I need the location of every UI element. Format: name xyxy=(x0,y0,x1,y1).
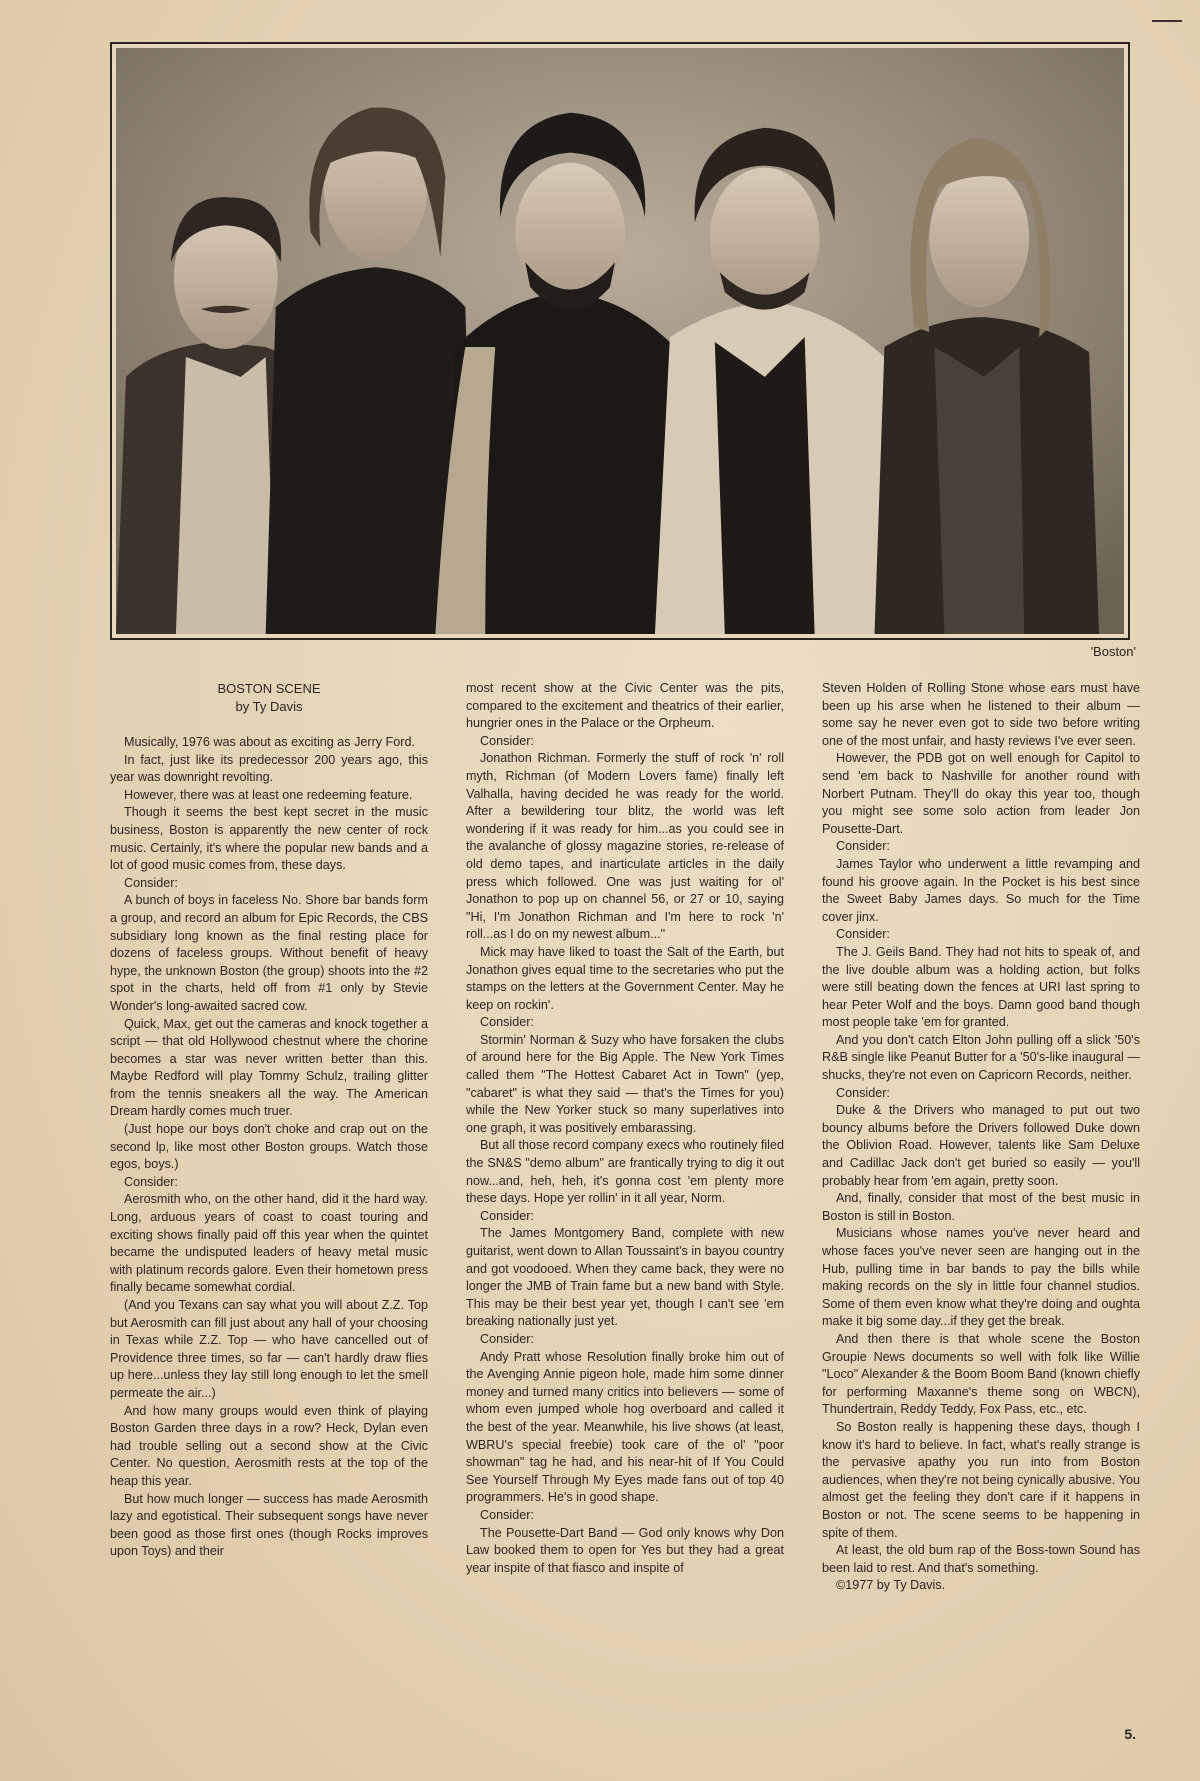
paragraph: Consider: xyxy=(480,1015,534,1030)
paragraph: Jonathon Richman. Formerly the stuff of rock 'n' roll myth, Richman (of Modern Lovers fame) finally left Valhalla, having decided he was ready for the world. After a bewildering tour blitz, the world was left wondering if it was ready for him...as you could see in the avalanche of glossy magazine stories, re-release of old demo tapes, and inarticulate articles in the daily press which followed. One was just waiting for ol' Jonathon to pop up on channel 56, or 27 or 10, saying "Hi, I'm Jonathon Richman and I'm here to rock 'n' roll...as I do on my newest album..." xyxy=(466,751,784,942)
paragraph: Musicians whose names you've never heard and whose faces you've never seen are hanging out in the Hub, pulling time in bar bands to pay the bills while making records on the sly in little four channel studios. Some of them even know what they're doing and oughta make it big some day...if they get the break. xyxy=(822,1226,1140,1329)
page-number: 5. xyxy=(1124,1726,1136,1742)
paragraph: The Pousette-Dart Band — God only knows why Don Law booked them to open for Yes but they had a great year inspite of that fiasco and inspite of xyxy=(466,1525,784,1575)
paragraph: However, there was at least one redeeming feature. xyxy=(124,787,413,802)
paragraph: Aerosmith who, on the other hand, did it the hard way. Long, arduous years of coast to coast touring and exciting shows finally paid off this year when the quintet became the undisputed leaders of heavy metal music with platinum records galore. Even their hometown press finally became somewhat cordial. xyxy=(110,1192,428,1295)
paragraph: most recent show at the Civic Center was the pits, compared to the excitement and theatrics of their earlier, hungrier ones in the Palace or the Orpheum. xyxy=(466,681,784,731)
paragraph: And you don't catch Elton John pulling off a slick '50's R&B single like Peanut Butter for a '50's-like inaugural — shucks, they're not even on Capricorn Records, neither. xyxy=(822,1032,1140,1083)
paragraph: At least, the old bum rap of the Boss-town Sound has been laid to rest. And that's something. xyxy=(822,1543,1140,1575)
paragraph: Though it seems the best kept secret in the music business, Boston is apparently the new center of rock music. Certainly, it's where the popular new bands and a lot of good music comes from, these days. xyxy=(110,805,428,873)
page-edge-mark xyxy=(1152,20,1182,22)
paragraph: Quick, Max, get out the cameras and knock together a script — that old Hollywood chestnut where the chorine becomes a star was never written better than this. Maybe Redford will play Tommy Schulz, trailing glitter from the tennis sneakers all the way. The American Dream hardly comes much truer. xyxy=(110,1016,428,1119)
paragraph: But how much longer — success has made Aerosmith lazy and egotistical. Their subsequent songs have never been good as those first ones (though Rocks improves upon Toys) and their xyxy=(110,1491,428,1559)
paragraph: But all those record company execs who routinely filed the SN&S "demo album" are frantically trying to dig it out now...and, heh, heh, it's gonna cost 'em plenty more these days. Hope yer rollin' in it all year, Norm. xyxy=(466,1138,784,1206)
paragraph: And, finally, consider that most of the best music in Boston is still in Boston. xyxy=(822,1191,1140,1223)
paragraph: Consider: xyxy=(836,1085,890,1100)
paragraph: Musically, 1976 was about as exciting as Jerry Ford. xyxy=(124,735,415,749)
paragraph: Consider: xyxy=(124,1174,178,1189)
paragraph: In fact, just like its predecessor 200 years ago, this year was downright revolting. xyxy=(110,752,428,785)
photo-caption: 'Boston' xyxy=(1090,644,1136,659)
paragraph: The J. Geils Band. They had not hits to speak of, and the live double album was a holding action, but folks were still beating down the fences at URI last spring to hear Peter Wolf and the boys. Damn good band though most people take 'em for granted. xyxy=(822,944,1140,1030)
copyright-notice: ©1977 by Ty Davis. xyxy=(836,1578,946,1593)
paragraph: Duke & the Drivers who managed to put out two bouncy albums before the Drivers followed Duke down the Oblivion Road. However, talents like Sam Deluxe and Cadillac Jack don't get buried so easily — you'll probably hear from 'em again, pretty soon. xyxy=(822,1103,1140,1188)
paragraph: (Just hope our boys don't choke and crap out on the second lp, like most other Boston groups. Watch those egos, boys.) xyxy=(110,1122,428,1172)
paragraph: A bunch of boys in faceless No. Shore bar bands form a group, and record an album for Epic Records, the CBS subsidiary long known as the final resting place for dozens of faceless groups. Without benefit of heavy hype, the unknown Boston (the group) shoots into the #2 spot in the charts, held off from #1 only by Stevie Wonder's long-awaited sacred cow. xyxy=(110,893,428,1013)
paragraph: Consider: xyxy=(480,1507,534,1522)
paragraph: Consider: xyxy=(480,733,534,748)
paragraph: Mick may have liked to toast the Salt of the Earth, but Jonathon gives equal time to the secretaries who put the stamps on the letters at the Government Center. May he keep on rockin'. xyxy=(466,944,784,1012)
paragraph: Stormin' Norman & Suzy who have forsaken the clubs of around here for the Big Apple. The New York Times called them "The Hottest Cabaret Act in Town" (yep, "cabaret" is what they said — that's the Times for you) while the New Yorker stuck so many superlatives into one graph, it was positively embarassing. xyxy=(466,1032,784,1135)
paragraph: However, the PDB got on well enough for Capitol to send 'em back to Nashville for another round with Norbert Putnam. They'll do okay this year too, though you might see some solo action from leader Jon Pousette-Dart. xyxy=(822,751,1140,836)
article-column-3 xyxy=(822,680,1140,1710)
paragraph: (And you Texans can say what you will about Z.Z. Top but Aerosmith can fill just about any hall of your choosing in Texas while Z.Z. Top — who have cancelled out of Providence three times, so far — can't hardly draw flies up here...unless they lay still long enough to let the smell permeate the air...) xyxy=(110,1298,428,1400)
article-columns xyxy=(110,680,1140,1710)
paragraph: Consider: xyxy=(836,927,890,942)
paragraph: Andy Pratt whose Resolution finally broke him out of the Avenging Annie pigeon hole, made him some dinner money and turned many critics into believers — some of whom even jumped whole hog overboard and called it the best of the year. Meanwhile, his live shows (at least, WBRU's special freebie) took care of the ol' "poor showman" tag he had, and his near-hit of If You Could See Yourself Through My Eyes made fans out of top 40 programmers. He's in good shape. xyxy=(466,1349,784,1505)
paragraph: Consider: xyxy=(480,1331,534,1346)
article-title: BOSTON SCENE xyxy=(217,681,321,696)
paragraph: Consider: xyxy=(480,1208,534,1223)
article-byline: by Ty Davis xyxy=(235,699,303,714)
paragraph: Consider: xyxy=(836,839,890,854)
paragraph: The James Montgomery Band, complete with new guitarist, went down to Allan Toussaint's in bayou country and got voodooed. When they came back, they were no longer the JMB of Train fame but a new band with Style. This may be their best year yet, though I can't see 'em breaking nationally just yet. xyxy=(466,1226,784,1329)
paragraph: And then there is that whole scene the Boston Groupie News documents so well with folk like Willie "Loco" Alexander & the Boom Boom Band (known chiefly for performing Maxanne's theme song on WBCN), Thundertrain, Reddy Teddy, Fox Pass, etc., etc. xyxy=(822,1331,1140,1417)
paragraph: Steven Holden of Rolling Stone whose ears must have been up his arse when he listened to their album — some say he never even got to side two before writing one of the most unfair, and hasty reviews I've ever seen. xyxy=(822,681,1140,748)
article-column-1 xyxy=(110,680,428,1710)
article-header xyxy=(110,680,428,716)
paragraph: James Taylor who underwent a little revamping and found his groove again. In the Pocket is his best since the Sweet Baby James days. So much for the Time cover jinx. xyxy=(822,856,1140,924)
paragraph: So Boston really is happening these days, though I know it's hard to believe. In fact, what's really strange is the pervasive apathy you run into from Boston audiences, when they're not being cynically abusive. You almost get the feeling they don't care if it happens in Boston or not. The scene seems to be happening in spite of them. xyxy=(822,1419,1140,1540)
paragraph: Consider: xyxy=(124,875,178,890)
paragraph: And how many groups would even think of playing Boston Garden three days in a row? Heck, Dylan even had trouble selling out a second show at the Civic Center. No question, Aerosmith rests at the top of the heap this year. xyxy=(110,1403,428,1488)
band-photo xyxy=(116,48,1124,634)
article-column-2 xyxy=(466,680,784,1710)
band-photo-frame xyxy=(110,42,1130,640)
